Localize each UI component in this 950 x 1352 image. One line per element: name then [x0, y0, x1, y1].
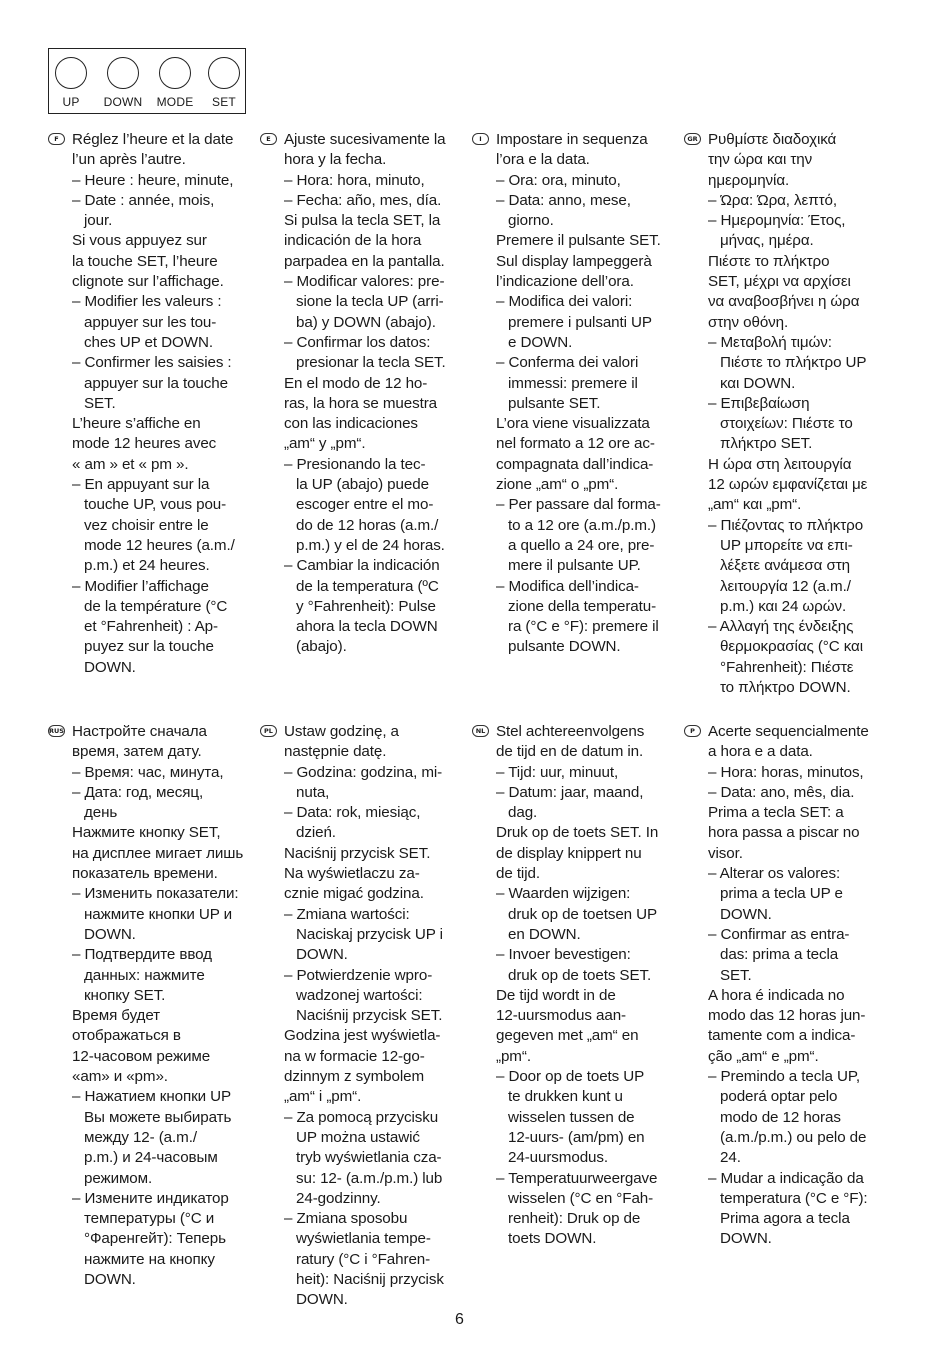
button-label-down: DOWN: [103, 95, 143, 109]
text-line: appuyer sur la touche: [84, 374, 228, 392]
text-line: prima a tecla UP e: [720, 885, 843, 903]
text-line: puyez sur la touche: [84, 638, 214, 656]
text-line: sione la tecla UP (arri-: [296, 293, 444, 311]
text-line: nel formato a 12 ore ac-: [496, 435, 655, 453]
text-line: gegeven met „am“ en: [496, 1027, 639, 1045]
instruction-text: [496, 130, 661, 658]
language-badge-icon: E: [260, 133, 277, 145]
text-line: „am“ y „pm“.: [284, 435, 366, 453]
text-line: zione della temperatu-: [508, 597, 657, 615]
text-line: την ώρα και την: [708, 151, 813, 169]
text-line: de la temperatura (ºC: [296, 577, 439, 595]
text-line: mode 12 heures avec: [72, 435, 217, 453]
text-line: – Potwierdzenie wpro-: [284, 966, 433, 984]
text-line: ção „am“ e „pm“.: [708, 1047, 819, 1065]
language-badge-icon: RUS: [49, 727, 64, 735]
language-badge-icon: NL: [472, 725, 489, 737]
text-line: Η ώρα στη λειτουργία: [708, 455, 852, 473]
text-line: между 12- (a.m./: [84, 1128, 197, 1146]
button-label-up: UP: [62, 95, 80, 109]
text-line: De tijd wordt in de: [496, 986, 616, 1004]
text-line: – Αλλαγή της ένδειξης: [708, 618, 854, 636]
text-line: 24-uursmodus.: [508, 1149, 608, 1167]
text-line: presionar la tecla SET.: [296, 354, 446, 372]
text-line: DOWN.: [296, 946, 348, 964]
text-line: ra (°C e °F): premere il: [508, 618, 659, 636]
text-line: – Μεταβολή τιμών:: [708, 333, 832, 351]
text-line: indicación de la hora: [284, 232, 422, 250]
button-label-mode: MODE: [156, 95, 194, 109]
text-line: – Cambiar la indicación: [284, 557, 440, 575]
text-line: la touche SET, l’heure: [72, 252, 218, 270]
instruction-text: [284, 130, 446, 658]
text-line: jour.: [84, 212, 113, 230]
text-line: – Heure : heure, minute,: [72, 171, 234, 189]
text-line: l’indicazione dell’ora.: [496, 273, 634, 291]
text-line: UP μπορείτε να επι-: [720, 536, 853, 554]
text-line: режимом.: [84, 1169, 153, 1187]
instruction-text: [72, 130, 235, 678]
text-line: DOWN.: [720, 905, 772, 923]
text-line: L’heure s’affiche en: [72, 415, 201, 433]
text-line: – Fecha: año, mes, día.: [284, 191, 442, 209]
text-line: – Modifica dei valori:: [496, 293, 633, 311]
text-line: Ρυθμίστε διαδοχικά: [708, 131, 837, 148]
text-line: 12 ωρών εμφανίζεται με: [708, 476, 868, 494]
text-line: – Waarden wijzigen:: [496, 885, 631, 903]
button-label-set: SET: [212, 95, 236, 109]
text-line: DOWN.: [84, 925, 136, 943]
text-line: – Hora: horas, minutos,: [708, 763, 864, 781]
text-line: – Modifier l’affichage: [72, 577, 209, 595]
text-line: druk op de toetsen UP: [508, 905, 658, 923]
text-line: – Data: ano, mês, dia.: [708, 783, 855, 801]
text-line: DOWN.: [720, 1230, 772, 1248]
text-line: 24.: [720, 1149, 741, 1167]
text-line: Si vous appuyez sur: [72, 232, 207, 250]
text-line: pulsante DOWN.: [508, 638, 621, 656]
text-line: – En appuyant sur la: [72, 476, 210, 494]
text-line: Naciśnij przycisk SET.: [284, 844, 431, 862]
text-line: Вы можете выбирать: [84, 1108, 232, 1126]
text-line: – Нажатием кнопки UP: [72, 1088, 232, 1106]
text-line: zione „am“ o „pm“.: [496, 476, 619, 494]
text-line: DOWN.: [84, 1271, 136, 1289]
text-line: ras, la hora se muestra: [284, 394, 438, 412]
text-line: – Premindo a tecla UP,: [708, 1068, 861, 1086]
text-line: – Tijd: uur, minuut,: [496, 763, 619, 781]
text-line: p.m.) και 24 ωρών.: [720, 597, 847, 615]
text-line: – Data: rok, miesiąc,: [284, 804, 421, 822]
text-line: – Date : année, mois,: [72, 191, 215, 209]
text-line: dzinnym z symbolem: [284, 1068, 424, 1086]
text-line: p.m.) и 24-часовым: [84, 1149, 218, 1167]
instruction-text: [284, 722, 444, 1311]
text-line: p.m.) y el de 24 horas.: [296, 536, 445, 554]
text-line: Druk op de toets SET. In: [496, 824, 659, 842]
text-line: Sul display lampeggerà: [496, 252, 652, 270]
text-line: – Время: час, минута,: [72, 763, 224, 781]
text-line: (abajo).: [296, 638, 347, 656]
text-line: l’un après l’autre.: [72, 151, 186, 169]
text-line: „am“ i „pm“.: [284, 1088, 362, 1106]
text-line: visor.: [708, 844, 743, 862]
language-badge-icon: PL: [260, 725, 277, 737]
text-line: кнопку SET.: [84, 986, 166, 1004]
text-line: отображаться в: [72, 1027, 181, 1045]
text-line: – Επιβεβαίωση: [708, 394, 810, 412]
language-badge-icon: GR: [684, 133, 701, 145]
text-line: « am » et « pm ».: [72, 455, 189, 473]
text-line: wisselen (°C en °Fah-: [508, 1189, 654, 1207]
instruction-text: [708, 722, 869, 1250]
text-line: ημερομηνία.: [708, 171, 790, 189]
button-diagram: [48, 48, 246, 114]
set-button-illustration: [202, 57, 246, 109]
text-line: „pm“.: [496, 1047, 531, 1065]
text-line: renheit): Druk op de: [508, 1210, 641, 1228]
text-line: hora y la fecha.: [284, 151, 387, 169]
text-line: – Дата: год, месяц,: [72, 783, 204, 801]
text-line: – Godzina: godzina, mi-: [284, 763, 443, 781]
text-line: l’ora e la data.: [496, 151, 590, 169]
text-line: wisselen tussen de: [508, 1108, 635, 1126]
text-line: ratury (°C i °Fahren-: [296, 1250, 431, 1268]
text-line: dag.: [508, 804, 538, 822]
language-badge-icon: F: [48, 133, 65, 145]
text-line: UP można ustawić: [296, 1128, 420, 1146]
text-line: giorno.: [508, 212, 554, 230]
text-line: Impostare in sequenza: [496, 131, 648, 148]
text-line: wadzonej wartości:: [296, 986, 423, 1004]
text-line: – Измените индикатор: [72, 1189, 229, 1207]
text-line: Prima agora a tecla: [720, 1210, 850, 1228]
text-line: poderá optar pelo: [720, 1088, 838, 1106]
text-line: parpadea en la pantalla.: [284, 252, 445, 270]
text-line: do de 12 horas (a.m./: [296, 516, 439, 534]
text-line: ba) y DOWN (abajo).: [296, 313, 436, 331]
circle-icon: [159, 57, 191, 89]
text-line: 24-godzinny.: [296, 1189, 381, 1207]
text-line: – Изменить показатели:: [72, 885, 239, 903]
text-line: – Modifica dell’indica-: [496, 577, 639, 595]
text-line: – Door op de toets UP: [496, 1068, 645, 1086]
text-line: ches UP et DOWN.: [84, 333, 213, 351]
text-line: Premere il pulsante SET.: [496, 232, 661, 250]
up-button-illustration: [49, 57, 93, 109]
text-line: – Temperatuurweergave: [496, 1169, 658, 1187]
text-line: tryb wyświetlania cza-: [296, 1149, 442, 1167]
text-line: Na wyświetlaczu za-: [284, 865, 420, 883]
text-line: нажмите на кнопку: [84, 1250, 215, 1268]
text-line: на дисплее мигает лишь: [72, 844, 244, 862]
text-line: to a 12 ore (a.m./p.m.): [508, 516, 656, 534]
text-line: a quello a 24 ore, pre-: [508, 536, 655, 554]
instruction-text: [496, 722, 658, 1250]
text-line: – Zmiana wartości:: [284, 905, 410, 923]
text-line: – Mudar a indicação da: [708, 1169, 864, 1187]
text-line: vez choisir entre le: [84, 516, 209, 534]
text-line: na w formacie 12-go-: [284, 1047, 425, 1065]
text-line: druk op de toets SET.: [508, 966, 652, 984]
text-line: Si pulsa la tecla SET, la: [284, 212, 441, 230]
text-line: Настройте сначала: [72, 723, 207, 740]
text-line: y °Fahrenheit): Pulse: [296, 597, 436, 615]
text-line: modo das 12 horas jun-: [708, 1007, 866, 1025]
text-line: – Za pomocą przycisku: [284, 1108, 439, 1126]
text-line: – Data: anno, mese,: [496, 191, 631, 209]
text-line: te drukken kunt u: [508, 1088, 623, 1106]
text-line: de tijd.: [496, 865, 540, 883]
text-line: escoger entre el mo-: [296, 496, 434, 514]
text-line: compagnata dall’indica-: [496, 455, 654, 473]
text-line: και DOWN.: [720, 374, 796, 392]
text-line: – Ώρα: Ώρα, λεπτό,: [708, 191, 837, 209]
text-line: Ustaw godzinę, a: [284, 723, 399, 740]
text-line: de display knippert nu: [496, 844, 642, 862]
text-line: – Πιέζοντας το πλήκτρο: [708, 516, 864, 534]
text-line: En el modo de 12 ho-: [284, 374, 428, 392]
text-line: – Modifier les valeurs :: [72, 293, 222, 311]
text-line: hora passa a piscar no: [708, 824, 860, 842]
text-line: Réglez l’heure et la date: [72, 131, 234, 148]
text-line: Нажмите кнопку SET,: [72, 824, 221, 842]
text-line: – Confirmer les saisies :: [72, 354, 232, 372]
text-line: „am“ και „pm“.: [708, 496, 802, 514]
text-line: clignote sur l’affichage.: [72, 273, 224, 291]
circle-icon: [55, 57, 87, 89]
text-line: Prima a tecla SET: a: [708, 804, 844, 822]
text-line: touche UP, vous pou-: [84, 496, 227, 514]
text-line: θερμοκρασίας (°C και: [720, 638, 864, 656]
text-line: das: prima a tecla: [720, 946, 839, 964]
text-line: время, затем дату.: [72, 743, 202, 761]
text-line: nuta,: [296, 783, 330, 801]
text-line: A hora é indicada no: [708, 986, 845, 1004]
text-line: de la température (°C: [84, 597, 228, 615]
text-line: temperatura (°C e °F):: [720, 1189, 868, 1207]
text-line: modo de 12 horas: [720, 1108, 841, 1126]
text-line: °Fahrenheit): Πιέστε: [720, 658, 854, 676]
text-line: «am» и «pm».: [72, 1068, 168, 1086]
text-line: mode 12 heures (a.m./: [84, 536, 235, 554]
text-line: de tijd en de datum in.: [496, 743, 644, 761]
text-line: dzień.: [296, 824, 336, 842]
down-button-illustration: [101, 57, 145, 109]
text-line: – Presionando la tec-: [284, 455, 426, 473]
text-line: Πιέστε το πλήκτρο UP: [720, 354, 867, 372]
text-line: μήνας, ημέρα.: [720, 232, 814, 250]
text-line: – Hora: hora, minuto,: [284, 171, 425, 189]
language-badge-icon: I: [472, 133, 489, 145]
text-line: °Фаренгейт): Теперь: [84, 1230, 226, 1248]
text-line: нажмите кнопки UP и: [84, 905, 233, 923]
text-line: su: 12- (a.m./p.m.) lub: [296, 1169, 443, 1187]
text-line: – Подтвердите ввод: [72, 946, 212, 964]
text-line: appuyer sur les tou-: [84, 313, 217, 331]
text-line: et °Fahrenheit) : Ap-: [84, 618, 218, 636]
text-line: immessi: premere il: [508, 374, 638, 392]
text-line: Godzina jest wyświetla-: [284, 1027, 441, 1045]
text-line: Acerte sequencialmente: [708, 723, 869, 740]
text-line: DOWN.: [296, 1291, 348, 1309]
text-line: Naciśnij przycisk SET.: [296, 1007, 443, 1025]
language-badge-icon: P: [684, 725, 701, 737]
text-line: – Conferma dei valori: [496, 354, 639, 372]
text-line: λειτουργία 12 (a.m./: [720, 577, 851, 595]
instruction-text: [72, 722, 243, 1290]
circle-icon: [107, 57, 139, 89]
text-line: 12-часовом режиме: [72, 1047, 211, 1065]
text-line: – Zmiana sposobu: [284, 1210, 408, 1228]
text-line: Ajuste sucesivamente la: [284, 131, 446, 148]
text-line: – Datum: jaar, maand,: [496, 783, 644, 801]
text-line: SET.: [720, 966, 752, 984]
text-line: SET, μέχρι να αρχίσει: [708, 273, 851, 291]
text-line: – Confirmar as entra-: [708, 925, 850, 943]
text-line: DOWN.: [84, 658, 136, 676]
text-line: (a.m./p.m.) ou pelo de: [720, 1128, 867, 1146]
text-line: mere il pulsante UP.: [508, 557, 641, 575]
text-line: 12-uurs- (am/pm) en: [508, 1128, 645, 1146]
text-line: SET.: [84, 394, 116, 412]
text-line: toets DOWN.: [508, 1230, 597, 1248]
text-line: p.m.) et 24 heures.: [84, 557, 210, 575]
text-line: wyświetlania tempe-: [296, 1230, 431, 1248]
text-line: – Per passare dal forma-: [496, 496, 661, 514]
mode-button-illustration: [153, 57, 197, 109]
page-number: 6: [455, 1311, 464, 1328]
text-line: następnie datę.: [284, 743, 387, 761]
text-line: con las indicaciones: [284, 415, 418, 433]
text-line: tamente com a indica-: [708, 1027, 856, 1045]
text-line: e DOWN.: [508, 333, 573, 351]
text-line: a hora e a data.: [708, 743, 813, 761]
instruction-text: [708, 130, 867, 698]
text-line: – Ημερομηνία: Έτος,: [708, 212, 846, 230]
text-line: данных: нажмите: [84, 966, 205, 984]
text-line: en DOWN.: [508, 925, 581, 943]
text-line: – Ora: ora, minuto,: [496, 171, 621, 189]
text-line: premere i pulsanti UP: [508, 313, 652, 331]
text-line: Naciskaj przycisk UP i: [296, 925, 443, 943]
text-line: το πλήκτρο DOWN.: [720, 679, 851, 697]
text-line: pulsante SET.: [508, 394, 601, 412]
text-line: πλήκτρο SET.: [720, 435, 813, 453]
text-line: L’ora viene visualizzata: [496, 415, 650, 433]
text-line: – Modificar valores: pre-: [284, 273, 445, 291]
text-line: показатель времени.: [72, 865, 218, 883]
text-line: температуры (°C и: [84, 1210, 215, 1228]
text-line: heit): Naciśnij przycisk: [296, 1271, 444, 1289]
text-line: λέξετε ανάμεσα στη: [720, 557, 850, 575]
text-line: Stel achtereenvolgens: [496, 723, 645, 740]
text-line: – Confirmar los datos:: [284, 333, 431, 351]
text-line: – Alterar os valores:: [708, 865, 841, 883]
text-line: 12-uursmodus aan-: [496, 1007, 626, 1025]
text-line: στην οθόνη.: [708, 313, 789, 331]
text-line: cznie migać godzina.: [284, 885, 424, 903]
text-line: la UP (abajo) puede: [296, 476, 429, 494]
text-line: день: [84, 804, 118, 822]
text-line: ahora la tecla DOWN: [296, 618, 438, 636]
text-line: – Invoer bevestigen:: [496, 946, 631, 964]
text-line: στοιχείων: Πιέστε το: [720, 415, 853, 433]
circle-icon: [208, 57, 240, 89]
text-line: να αναβοσβήνει η ώρα: [708, 293, 860, 311]
text-line: Πιέστε το πλήκτρο: [708, 252, 830, 270]
text-line: Время будет: [72, 1007, 161, 1025]
